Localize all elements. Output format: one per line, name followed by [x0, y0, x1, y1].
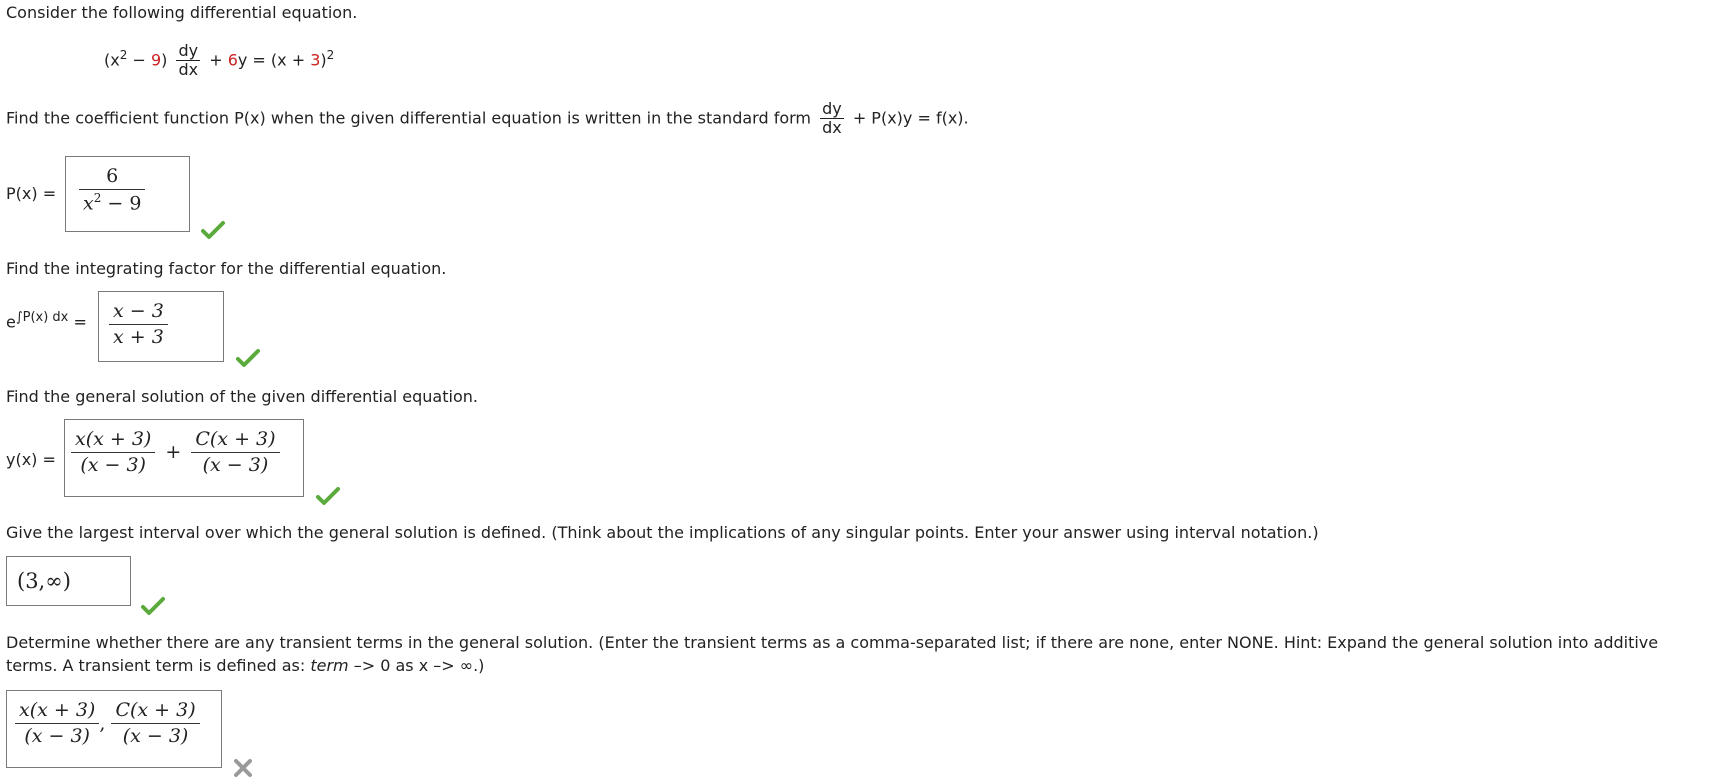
q1-answer-box[interactable] — [65, 156, 190, 232]
q1-label: P(x) = — [6, 184, 57, 203]
eq-lhs-b: − — [127, 50, 151, 70]
q2-answer-fraction — [109, 299, 168, 350]
q3-text: Find the general solution of the given differential equation. — [6, 387, 478, 406]
q1-text: Find the coefficient function P(x) when the given differential equation is written in the standard form — [6, 108, 811, 128]
check-icon — [235, 348, 261, 368]
q1-dx: dx — [822, 118, 842, 138]
q2-num-text: x − 3 — [113, 300, 164, 322]
q5-term2-num — [111, 698, 199, 724]
q3-term1-den-text: (x − 3) — [80, 453, 146, 476]
q2-text: Find the integrating factor for the differential equation. — [6, 259, 447, 278]
eq-dydx — [176, 42, 200, 80]
q1-den-rest: − 9 — [101, 192, 142, 215]
check-icon — [315, 486, 341, 506]
q2-label-exp: ∫P(x) dx — [15, 310, 69, 325]
q5-term1-den-text: (x − 3) — [24, 724, 90, 747]
q4-text: Give the largest interval over which the general solution is defined. (Think about the implications of any singular points. Enter your answer using interval notation.) — [6, 523, 1319, 542]
q5-term2-den — [111, 724, 199, 749]
q5-text-line2 — [6, 656, 484, 675]
q3-term1 — [71, 427, 155, 478]
given-equation — [104, 42, 334, 80]
q3-term2-den — [191, 453, 279, 478]
eq-plus: + — [209, 50, 228, 70]
q3-term2 — [191, 427, 279, 478]
q3-answer-box[interactable] — [64, 419, 304, 497]
intro-text: Consider the following differential equation. — [6, 3, 358, 22]
q5-comma: , — [99, 712, 106, 735]
q2-answer-num — [109, 299, 168, 325]
q5-term2 — [111, 698, 199, 749]
cross-icon — [230, 758, 256, 778]
check-icon — [200, 220, 226, 240]
eq-y-eq: y = (x + — [237, 50, 311, 70]
eq-lhs-c: ) — [161, 50, 168, 70]
q3-term1-num-text: x(x + 3) — [75, 428, 152, 450]
q4-answer-box[interactable] — [6, 556, 131, 606]
q3-term2-den-text: (x − 3) — [202, 453, 269, 476]
eq-dy: dy — [178, 41, 199, 60]
q5-line2-term: term — [310, 656, 349, 675]
q5-term1-num — [15, 698, 99, 724]
q5-answer-box[interactable] — [6, 690, 222, 768]
q3-answer-expression — [71, 427, 280, 478]
q2-label-eq: = — [73, 312, 87, 332]
q4-answer: (3,∞) — [17, 569, 71, 593]
q5-term2-den-text: (x − 3) — [122, 724, 189, 747]
eq-lhs-nine: 9 — [150, 50, 162, 70]
q1-prompt — [6, 100, 969, 138]
eq-close: ) — [320, 50, 327, 70]
q3-term1-num — [71, 427, 155, 453]
q1-answer-den — [79, 190, 145, 216]
q1-dy: dy — [822, 99, 842, 118]
q5-line2-a: terms. A transient term is defined as: — [6, 656, 311, 675]
q2-label — [6, 310, 87, 331]
q1-den-x: x — [83, 192, 94, 215]
q1-answer-fraction — [79, 164, 145, 216]
eq-lhs-a: (x — [104, 50, 120, 70]
q5-answer-expression — [15, 698, 200, 749]
q5-term2-num-text: C(x + 3) — [115, 699, 196, 721]
eq-six: 6 — [227, 50, 238, 70]
q2-answer-den — [109, 325, 168, 350]
q2-label-e: e — [6, 312, 16, 332]
eq-three: 3 — [310, 50, 321, 70]
q2-den-text: x + 3 — [113, 325, 164, 348]
q3-label: y(x) = — [6, 450, 56, 469]
q3-term2-num — [191, 427, 279, 453]
check-icon — [140, 596, 166, 616]
q3-plus: + — [165, 441, 182, 464]
eq-lhs-exp: 2 — [119, 48, 128, 63]
eq-dx: dx — [178, 60, 199, 80]
q5-line2-b: –> 0 as x –> ∞.) — [348, 656, 485, 675]
eq-rhs-exp: 2 — [326, 48, 335, 63]
q1-dydx — [820, 100, 844, 138]
q1-tail: + P(x)y = f(x). — [852, 108, 969, 128]
q3-term1-den — [71, 453, 155, 478]
q1-answer-num: 6 — [79, 164, 145, 190]
q5-term1-den — [15, 724, 99, 749]
q5-text-line1: Determine whether there are any transient terms in the general solution. (Enter the transient terms as a comma-separated list; if there are none, enter NONE. Hint: Expand the general solution into additive — [6, 633, 1659, 652]
q2-answer-box[interactable] — [98, 291, 224, 362]
q5-term1 — [15, 698, 99, 749]
q3-term2-num-text: C(x + 3) — [195, 428, 276, 450]
q5-term1-num-text: x(x + 3) — [19, 699, 96, 721]
q1-den-exp: 2 — [93, 190, 102, 205]
